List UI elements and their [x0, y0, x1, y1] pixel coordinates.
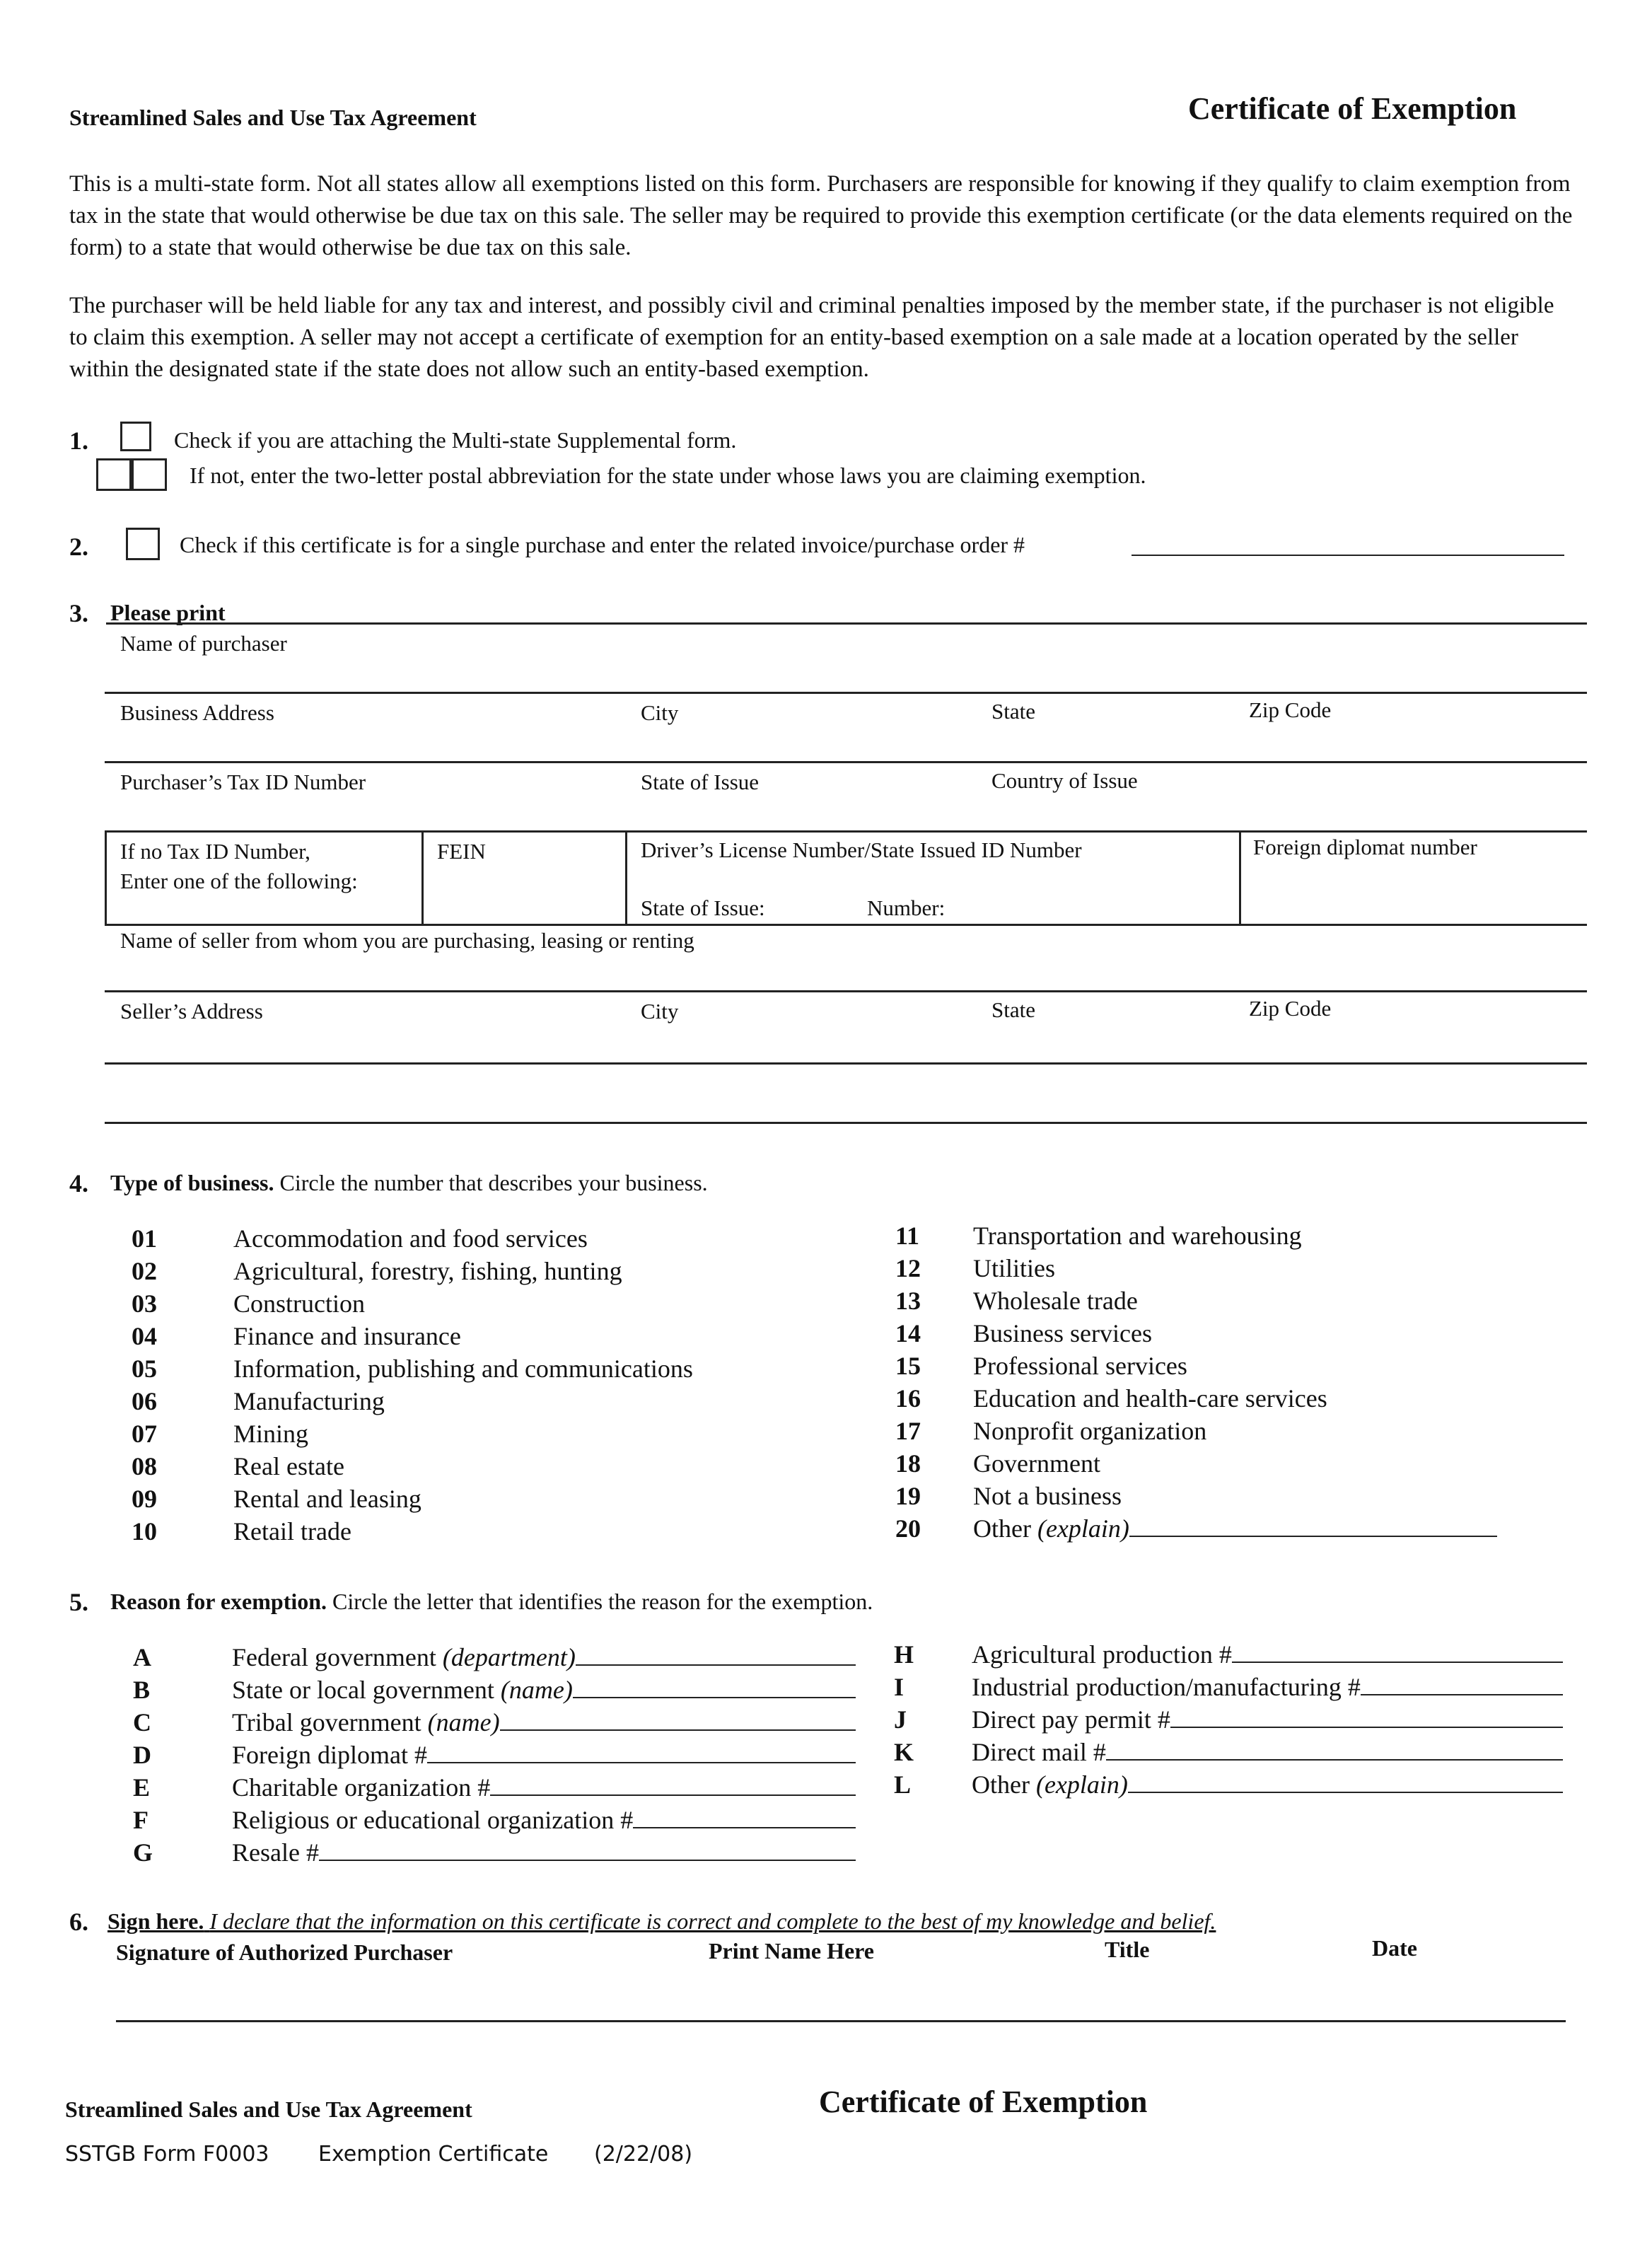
- business-type-label: Education and health-care services: [973, 1384, 1327, 1413]
- reason-note: (explain): [1035, 1770, 1128, 1799]
- tax-id-label: Purchaser’s Tax ID Number: [120, 770, 366, 794]
- purchaser-top-rule: [106, 622, 1587, 625]
- reason-G: [232, 1838, 856, 1867]
- business-code-05[interactable]: 05: [132, 1355, 157, 1383]
- explain-blank[interactable]: [1129, 1514, 1497, 1537]
- business-type-07: [233, 1419, 308, 1449]
- business-type-label: Professional services: [973, 1352, 1187, 1380]
- business-type-note: (explain): [1037, 1514, 1129, 1543]
- intro-paragraph-2: The purchaser will be held liable for any tax and interest, and possibly civil and criminal penalties imposed by the member state, if the purchaser is not eligible to claim this exemption. A seller may not accept a certificate of exemption for an entity-based exemption on a sale made at a location operated by the seller within the designated state if the state does not allow such an entity-based exemption.: [69, 293, 1554, 382]
- state-abbrev-box-2[interactable]: [132, 458, 167, 491]
- business-type-label: Agricultural, forestry, fishing, hunting: [233, 1257, 622, 1285]
- type-of-business-instruction: Circle the number that describes your business.: [279, 1170, 708, 1195]
- reason-label: Direct mail #: [972, 1738, 1106, 1766]
- business-type-label: Retail trade: [233, 1517, 351, 1546]
- business-address-line[interactable]: [105, 761, 1587, 763]
- business-type-03: [233, 1289, 365, 1318]
- seller-zip-label: Zip Code: [1249, 996, 1332, 1021]
- reason-blank[interactable]: [427, 1741, 856, 1763]
- seller-name-label: Name of seller from whom you are purchasing, leasing or renting: [120, 928, 694, 953]
- reason-code-I[interactable]: I: [894, 1673, 904, 1701]
- business-type-02: [233, 1256, 622, 1286]
- sign-declaration: [107, 1908, 1216, 1935]
- business-type-label: Information, publishing and communications: [233, 1355, 693, 1383]
- reason-blank[interactable]: [490, 1773, 856, 1796]
- invoice-number-line[interactable]: [1132, 555, 1564, 556]
- form-doc-name: Exemption Certificate: [318, 2142, 549, 2167]
- business-code-02[interactable]: 02: [132, 1257, 157, 1285]
- title-label: Title: [1105, 1937, 1150, 1962]
- business-type-label: Manufacturing: [233, 1387, 385, 1415]
- business-type-13: [973, 1286, 1138, 1316]
- intro-paragraph-1: This is a multi-state form. Not all states allow all exemptions listed on this form. Purchasers are responsible for knowing if they qualify to claim exemption from tax in the state that would otherwise be due tax on this sale. The seller may be required to provide this exemption certificate (or the data elements required on the form) to a state that would otherwise be due tax on this sale.: [69, 171, 1573, 260]
- business-type-label: Wholesale trade: [973, 1287, 1138, 1315]
- business-zip-label: Zip Code: [1249, 697, 1332, 722]
- form-number: SSTGB Form F0003: [65, 2142, 269, 2167]
- business-code-16[interactable]: 16: [895, 1384, 921, 1413]
- business-type-15: [973, 1351, 1187, 1381]
- purchaser-name-line[interactable]: [105, 692, 1587, 694]
- reason-blank[interactable]: [633, 1806, 856, 1828]
- single-purchase-label: Check if this certificate is for a single purchase and enter the related invoice/purchase order #: [180, 532, 1025, 557]
- business-code-01[interactable]: 01: [132, 1224, 157, 1253]
- footer-title: Certificate of Exemption: [819, 2084, 1148, 2119]
- business-type-label: Nonprofit organization: [973, 1417, 1207, 1445]
- multistate-checkbox[interactable]: [120, 422, 151, 451]
- form-date: (2/22/08): [594, 2142, 693, 2167]
- business-type-14: [973, 1318, 1152, 1348]
- reason-I: [972, 1672, 1563, 1702]
- tax-id-state-label: State of Issue: [641, 770, 760, 794]
- reason-A: [232, 1642, 856, 1672]
- business-type-16: [973, 1384, 1327, 1413]
- business-type-label: Real estate: [233, 1452, 344, 1480]
- business-code-03[interactable]: 03: [132, 1289, 157, 1318]
- business-type-label: Utilities: [973, 1254, 1055, 1282]
- section-6-number: 6.: [69, 1908, 88, 1936]
- print-name-label: Print Name Here: [709, 1938, 874, 1964]
- business-type-05: [233, 1354, 693, 1384]
- reason-instruction: Circle the letter that identifies the reason for the exemption.: [332, 1589, 873, 1614]
- foreign-diplomat-label: Foreign diplomat number: [1253, 835, 1477, 859]
- business-code-14[interactable]: 14: [895, 1319, 921, 1347]
- business-code-12[interactable]: 12: [895, 1254, 921, 1282]
- section-1-number: 1.: [69, 427, 88, 455]
- seller-address-line-2[interactable]: [105, 1122, 1587, 1124]
- reason-title: Reason for exemption.: [110, 1589, 327, 1614]
- reason-label: Religious or educational organization #: [232, 1806, 634, 1834]
- business-type-label: Finance and insurance: [233, 1322, 461, 1350]
- id-table-left-border: [105, 830, 107, 925]
- business-type-label: Not a business: [973, 1482, 1122, 1510]
- reason-blank[interactable]: [1170, 1705, 1563, 1728]
- reason-code-C[interactable]: C: [133, 1708, 151, 1736]
- agreement-header: Streamlined Sales and Use Tax Agreement: [69, 105, 477, 130]
- reason-code-H[interactable]: H: [894, 1640, 914, 1669]
- reason-label: Other: [972, 1770, 1030, 1799]
- business-code-04[interactable]: 04: [132, 1322, 157, 1350]
- date-label: Date: [1372, 1935, 1417, 1961]
- id-table-bottom-rule: [105, 924, 1587, 926]
- reason-label: Tribal government: [232, 1708, 421, 1736]
- reason-label: Federal government: [232, 1643, 436, 1671]
- dl-number-label: Number:: [867, 895, 946, 920]
- business-type-12: [973, 1253, 1055, 1283]
- tax-id-line[interactable]: [105, 830, 1587, 833]
- section-3-number: 3.: [69, 599, 88, 627]
- business-type-label: Accommodation and food services: [233, 1224, 588, 1253]
- reason-code-K[interactable]: K: [894, 1738, 914, 1766]
- reason-code-G[interactable]: G: [133, 1838, 153, 1867]
- name-of-purchaser-label: Name of purchaser: [120, 631, 287, 656]
- reason-F: [232, 1805, 856, 1835]
- reason-label: State or local government: [232, 1676, 494, 1704]
- reason-K: [972, 1737, 1563, 1767]
- business-type-label: Transportation and warehousing: [973, 1222, 1302, 1250]
- reason-note: (name): [427, 1708, 500, 1736]
- business-type-label: Business services: [973, 1319, 1152, 1347]
- footer-agreement: Streamlined Sales and Use Tax Agreement: [65, 2097, 472, 2122]
- reason-label: Charitable organization #: [232, 1773, 491, 1802]
- no-tax-id-label-1: If no Tax ID Number,: [120, 839, 310, 864]
- reason-blank[interactable]: [1128, 1770, 1563, 1793]
- business-type-label: Rental and leasing: [233, 1485, 421, 1513]
- reason-blank[interactable]: [1361, 1673, 1563, 1695]
- business-code-18[interactable]: 18: [895, 1449, 921, 1478]
- tax-id-country-label: Country of Issue: [991, 768, 1138, 793]
- business-code-11[interactable]: 11: [895, 1222, 920, 1250]
- please-print-heading: Please print: [110, 600, 226, 625]
- id-table-divider-1: [421, 830, 424, 925]
- reason-J: [972, 1705, 1563, 1734]
- state-abbrev-box-1[interactable]: [96, 458, 132, 491]
- reason-heading: [110, 1589, 873, 1615]
- reason-D: [232, 1740, 856, 1770]
- business-code-07[interactable]: 07: [132, 1420, 157, 1448]
- reason-label: Foreign diplomat #: [232, 1741, 427, 1769]
- reason-code-E[interactable]: E: [133, 1773, 151, 1802]
- reason-code-L[interactable]: L: [894, 1770, 912, 1799]
- business-code-10[interactable]: 10: [132, 1517, 157, 1546]
- seller-state-label: State: [991, 997, 1035, 1022]
- reason-blank[interactable]: [1232, 1640, 1563, 1663]
- seller-address-label: Seller’s Address: [120, 999, 263, 1023]
- state-abbrev-label: If not, enter the two-letter postal abbreviation for the state under whose laws you are claiming exemption.: [190, 463, 1146, 488]
- type-of-business-heading: [110, 1170, 708, 1196]
- reason-blank[interactable]: [319, 1838, 856, 1861]
- business-code-06[interactable]: 06: [132, 1387, 157, 1415]
- reason-H: [972, 1640, 1563, 1669]
- id-table-divider-2: [625, 830, 627, 925]
- business-code-19[interactable]: 19: [895, 1482, 921, 1510]
- business-type-label: Government: [973, 1449, 1100, 1478]
- business-type-17: [973, 1416, 1206, 1446]
- business-type-11: [973, 1221, 1302, 1251]
- seller-name-line[interactable]: [105, 990, 1587, 992]
- reason-note: (name): [500, 1676, 573, 1704]
- business-type-10: [233, 1517, 351, 1546]
- reason-code-A[interactable]: A: [133, 1643, 151, 1671]
- page-title: Certificate of Exemption: [1188, 91, 1517, 126]
- reason-L: [972, 1770, 1563, 1799]
- reason-label: Direct pay permit #: [972, 1705, 1170, 1734]
- sign-here-label: Sign here.: [107, 1908, 204, 1934]
- reason-label: Resale #: [232, 1838, 319, 1867]
- single-purchase-checkbox[interactable]: [126, 528, 160, 560]
- declaration-text: I declare that the information on this certificate is correct and complete to the best of my knowledge and belief.: [209, 1908, 1216, 1934]
- reason-note: (department): [442, 1643, 576, 1671]
- reason-label: Industrial production/manufacturing #: [972, 1673, 1361, 1701]
- business-code-08[interactable]: 08: [132, 1452, 157, 1480]
- business-type-label: Other: [973, 1514, 1031, 1543]
- reason-E: [232, 1773, 856, 1802]
- reason-code-F[interactable]: F: [133, 1806, 149, 1834]
- business-state-label: State: [991, 699, 1035, 724]
- multistate-label: Check if you are attaching the Multi-state Supplemental form.: [174, 427, 737, 453]
- reason-code-J[interactable]: J: [894, 1705, 907, 1734]
- section-2-number: 2.: [69, 533, 88, 561]
- business-city-label: City: [641, 700, 679, 725]
- business-type-04: [233, 1321, 461, 1351]
- reason-B: [232, 1675, 856, 1705]
- business-type-09: [233, 1484, 421, 1514]
- dl-state-of-issue-label: State of Issue:: [641, 895, 765, 920]
- reason-C: [232, 1707, 856, 1737]
- section-5-number: 5.: [69, 1588, 88, 1616]
- reason-blank[interactable]: [500, 1708, 856, 1731]
- business-type-19: [973, 1481, 1122, 1511]
- reason-code-D[interactable]: D: [133, 1741, 151, 1769]
- type-of-business-title: Type of business.: [110, 1170, 274, 1195]
- business-type-08: [233, 1451, 344, 1481]
- business-code-15[interactable]: 15: [895, 1352, 921, 1380]
- business-code-17[interactable]: 17: [895, 1417, 921, 1445]
- business-address-label: Business Address: [120, 700, 274, 725]
- drivers-license-label: Driver’s License Number/State Issued ID Number: [641, 837, 1082, 862]
- seller-address-line[interactable]: [105, 1062, 1587, 1065]
- business-code-20[interactable]: 20: [895, 1514, 921, 1543]
- seller-city-label: City: [641, 999, 679, 1023]
- reason-code-B[interactable]: B: [133, 1676, 151, 1704]
- reason-blank[interactable]: [573, 1676, 856, 1698]
- business-type-label: Mining: [233, 1420, 309, 1448]
- business-code-13[interactable]: 13: [895, 1287, 921, 1315]
- business-type-20: [973, 1514, 1497, 1543]
- business-type-06: [233, 1386, 385, 1416]
- no-tax-id-label-2: Enter one of the following:: [120, 869, 358, 893]
- id-table-divider-3: [1239, 830, 1241, 925]
- section-4-number: 4.: [69, 1169, 88, 1198]
- business-type-18: [973, 1449, 1100, 1478]
- reason-label: Agricultural production #: [972, 1640, 1232, 1669]
- reason-blank[interactable]: [1106, 1738, 1563, 1761]
- business-type-label: Construction: [233, 1289, 365, 1318]
- business-code-09[interactable]: 09: [132, 1485, 157, 1513]
- signature-label: Signature of Authorized Purchaser: [116, 1939, 453, 1965]
- fein-label: FEIN: [437, 839, 486, 864]
- reason-blank[interactable]: [576, 1643, 856, 1666]
- signature-line[interactable]: [116, 2020, 1566, 2022]
- business-type-01: [233, 1224, 588, 1253]
